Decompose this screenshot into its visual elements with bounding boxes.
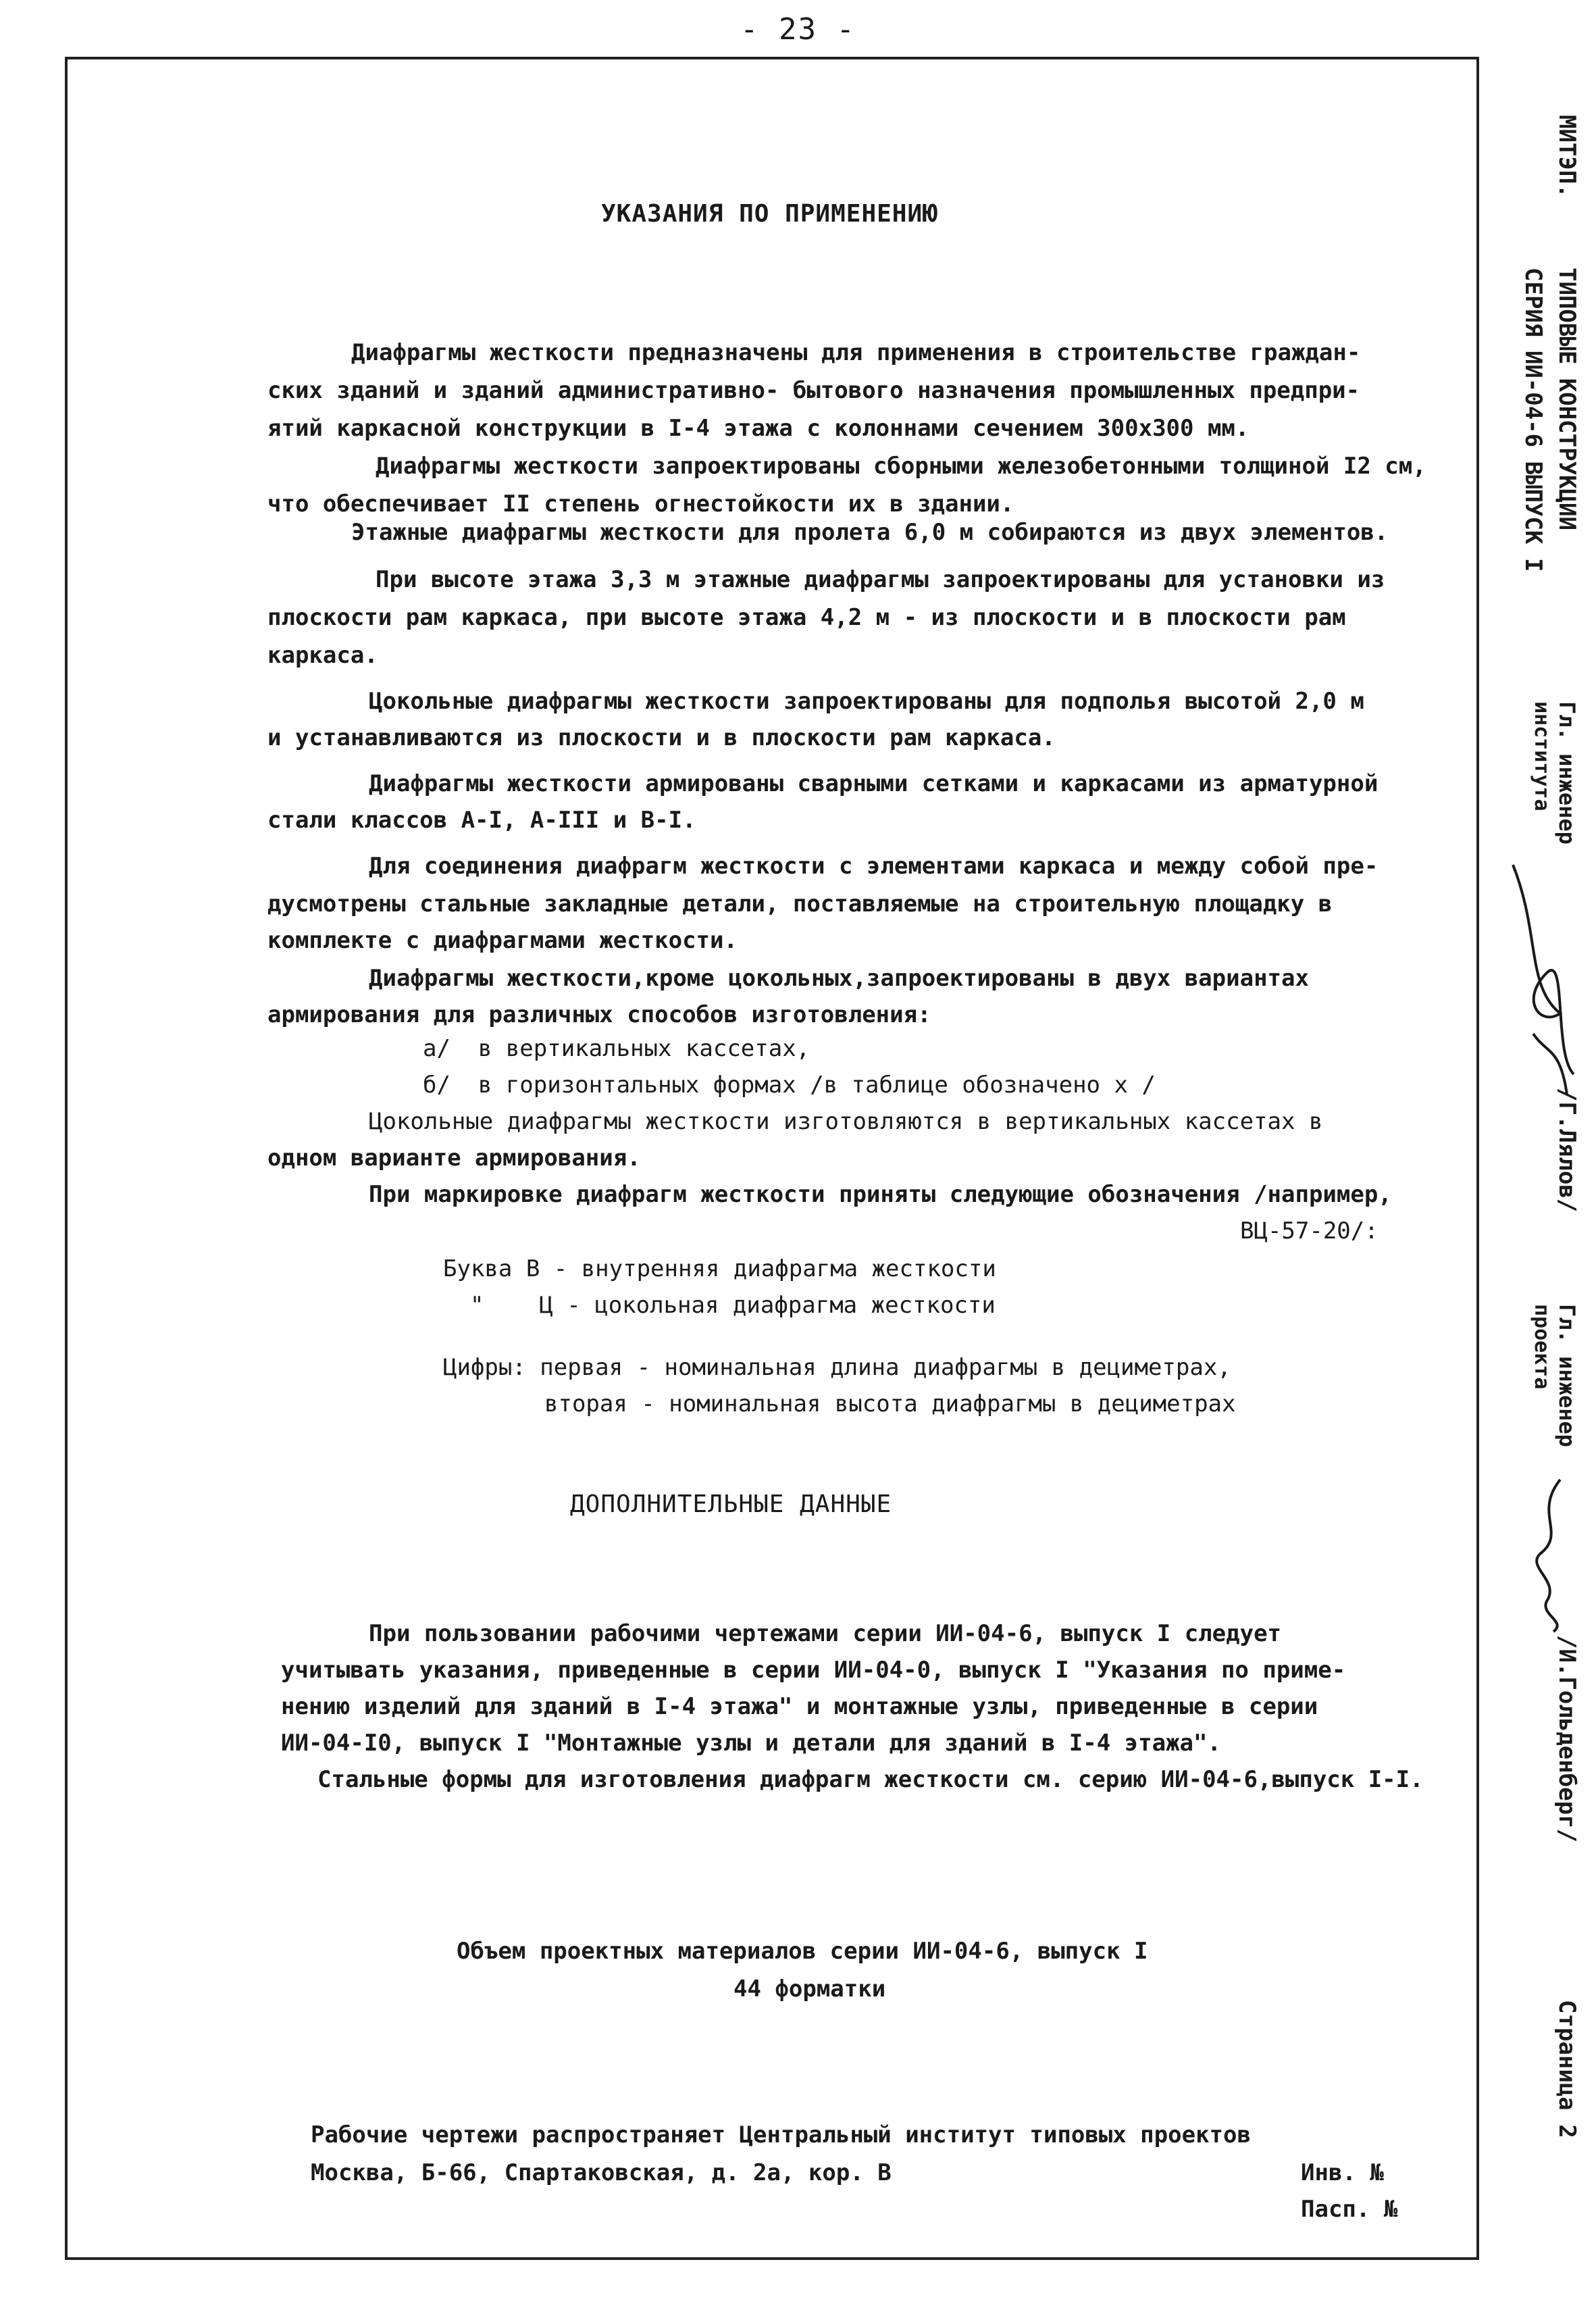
side-org: МИТЭП.	[1553, 115, 1580, 198]
text-line: комплекте с диафрагмами жесткости.	[267, 927, 738, 954]
side-series-line2: СЕРИЯ ИИ-04-6 ВЫПУСК I	[1520, 268, 1547, 572]
text-line: Цокольные диафрагмы жесткости запроектированы для подполья высотой 2,0 м	[369, 688, 1364, 715]
side-chief-project-title2: проекта	[1530, 1304, 1553, 1390]
side-chief-project-name: /И.Гольденберг/	[1553, 1635, 1580, 1843]
text-line: плоскости рам каркаса, при высоте этажа 4,2 м - из плоскости и в плоскости рам	[267, 604, 1346, 631]
text-line: При высоте этажа 3,3 м этажные диафрагмы запроектированы для установки из	[376, 566, 1385, 593]
text-line: ятий каркасной конструкции в I-4 этажа с колоннами сечением 300х300 мм.	[267, 415, 1250, 442]
text-line: стали классов А-I, А-III и В-I.	[267, 807, 696, 834]
text-line: каркаса.	[267, 642, 378, 669]
text-line: дусмотрены стальные закладные детали, поставляемые на строительную площадку в	[267, 890, 1333, 917]
side-page-label: Страница 2	[1553, 2000, 1580, 2138]
signature-chief-project	[1506, 1473, 1580, 1635]
text-line: армирования для различных способов изготовления:	[267, 1001, 931, 1028]
footer-line: Москва, Б-66, Спартаковская, д. 2а, кор. В	[311, 2159, 892, 2186]
side-chief-project-title: Гл. инженер	[1554, 1304, 1580, 1447]
footer-line: Рабочие чертежи распространяет Центральный институт типовых проектов	[311, 2121, 1251, 2148]
text-line: Диафрагмы жесткости запроектированы сборными железобетонными толщиной I2 см,	[376, 453, 1426, 480]
inventory-label: Инв. №	[1301, 2159, 1384, 2186]
side-series-line1: ТИПОВЫЕ КОНСТРУКЦИИ	[1553, 268, 1580, 530]
volume-line: 44 форматки	[733, 1976, 886, 2003]
text-line: Этажные диафрагмы жесткости для пролета 6,0 м собираются из двух элементов.	[351, 519, 1389, 546]
text-line: одном варианте армирования.	[267, 1145, 641, 1172]
text-line: и устанавливаются из плоскости и в плоскости рам каркаса.	[267, 724, 1056, 751]
text-line: Диафрагмы жесткости предназначены для применения в строительстве граждан-	[351, 339, 1361, 366]
page-number: - 23 -	[740, 12, 856, 47]
frame-right-border	[1476, 57, 1479, 2260]
text-line: При пользовании рабочими чертежами серии ИИ-04-6, выпуск I следует	[369, 1620, 1282, 1647]
passport-label: Пасп. №	[1301, 2196, 1398, 2223]
side-chief-institute-name: /Г.Лялов/	[1553, 1088, 1580, 1213]
text-line: вторая - номинальная высота диафрагмы в дециметрах	[544, 1390, 1236, 1417]
text-line: учитывать указания, приведенные в серии ИИ-04-0, выпуск I "Указания по приме-	[281, 1657, 1346, 1684]
section-subtitle: ДОПОЛНИТЕЛЬНЫЕ ДАННЫЕ	[570, 1490, 892, 1518]
text-line: Цифры: первая - номинальная длина диафрагмы в дециметрах,	[443, 1354, 1231, 1381]
text-line: Для соединения диафрагм жесткости с элементами каркаса и между собой пре-	[369, 853, 1379, 880]
text-line: ВЦ-57-20/:	[1240, 1217, 1379, 1244]
page-title: УКАЗАНИЯ ПО ПРИМЕНЕНИЮ	[601, 200, 938, 228]
text-line: что обеспечивает II степень огнестойкости их в здании.	[267, 491, 1014, 518]
text-line: Цокольные диафрагмы жесткости изготовляются в вертикальных кассетах в	[369, 1108, 1323, 1135]
text-line: При маркировке диафрагм жесткости приняты следующие обозначения /например,	[369, 1181, 1392, 1208]
text-line: а/ в вертикальных кассетах,	[423, 1035, 810, 1062]
text-line: " Ц - цокольная диафрагма жесткости	[470, 1292, 996, 1319]
text-line: Диафрагмы жесткости армированы сварными сетками и каркасами из арматурной	[369, 770, 1379, 797]
text-line: ИИ-04-I0, выпуск I "Монтажные узлы и детали для зданий в I-4 этажа".	[281, 1730, 1221, 1757]
text-line: нению изделий для зданий в I-4 этажа" и монтажные узлы, приведенные в серии	[281, 1693, 1318, 1720]
text-line: Диафрагмы жесткости,кроме цокольных,запроектированы в двух вариантах	[369, 965, 1309, 992]
signature-chief-institute	[1499, 851, 1580, 1108]
text-line: б/ в горизонтальных формах /в таблице обозначено х /	[423, 1072, 1156, 1099]
side-chief-institute-title2: института	[1530, 701, 1553, 811]
text-line: ских зданий и зданий административно- бытового назначения промышленных предпри-	[267, 377, 1360, 404]
text-line: Буква В - внутренняя диафрагма жесткости	[443, 1255, 996, 1282]
side-chief-institute-title: Гл. инженер	[1554, 701, 1580, 845]
volume-line: Объем проектных материалов серии ИИ-04-6, выпуск I	[457, 1938, 1148, 1965]
text-line: Стальные формы для изготовления диафрагм жесткости см. серию ИИ-04-6,выпуск I-I.	[317, 1766, 1424, 1793]
